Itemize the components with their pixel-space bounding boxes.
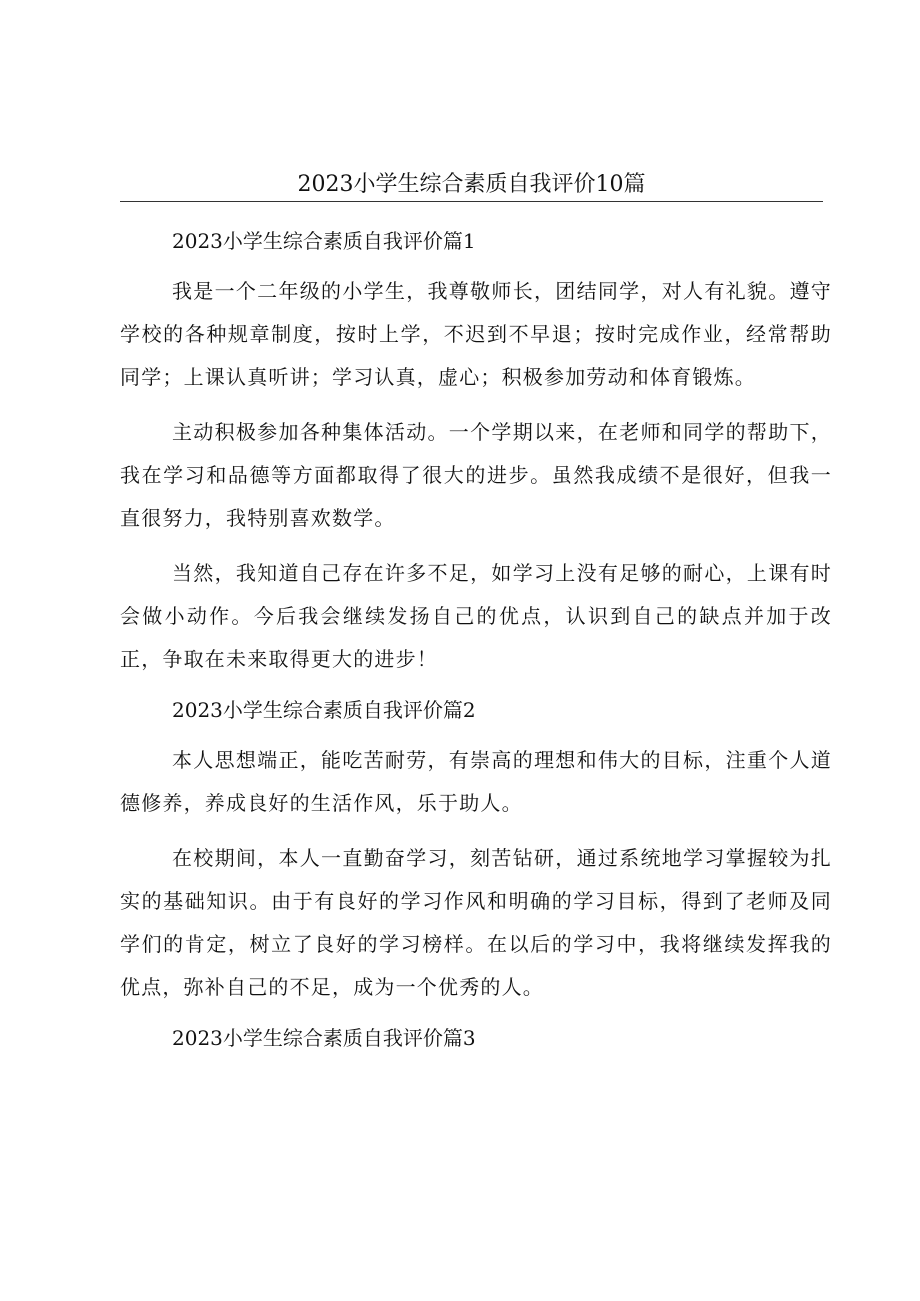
section-heading: 2023小学生综合素质自我评价篇2 [172, 698, 476, 722]
section-3 [120, 1021, 832, 1055]
section-2 [120, 693, 832, 1009]
paragraph: 我是一个二年级的小学生，我尊敬师长，团结同学，对人有礼貌。遵守学校的各种规章制度，按时上学，不迟到不早退；按时完成作业，经常帮助同学；上课认真听讲；学习认真，虚心；积极参加劳动和体育锻炼。 [120, 279, 832, 389]
section-heading: 2023小学生综合素质自我评价篇1 [172, 229, 476, 253]
paragraph: 本人思想端正，能吃苦耐劳，有崇高的理想和伟大的目标，注重个人道德修养，养成良好的生活作风，乐于助人。 [120, 748, 832, 815]
paragraph: 主动积极参加各种集体活动。一个学期以来，在老师和同学的帮助下，我在学习和品德等方面都取得了很大的进步。虽然我成绩不是很好，但我一直很努力，我特别喜欢数学。 [120, 420, 832, 530]
section-heading: 2023小学生综合素质自我评价篇3 [172, 1026, 476, 1050]
section-1 [120, 224, 832, 681]
document-title: 2023小学生综合素质自我评价10篇 [297, 172, 646, 197]
paragraph: 在校期间，本人一直勤奋学习，刻苦钻研，通过系统地学习掌握较为扎实的基础知识。由于有良好的学习作风和明确的学习目标，得到了老师及同学们的肯定，树立了良好的学习榜样。在以后的学习中，我将继续发挥我的优点，弥补自己的不足，成为一个优秀的人。 [120, 846, 832, 999]
paragraph: 当然，我知道自己存在许多不足，如学习上没有足够的耐心，上课有时会做小动作。今后我会继续发扬自己的优点，认识到自己的缺点并加于改正，争取在未来取得更大的进步！ [120, 561, 832, 671]
title-underline [120, 201, 823, 202]
document-body [120, 224, 832, 1067]
